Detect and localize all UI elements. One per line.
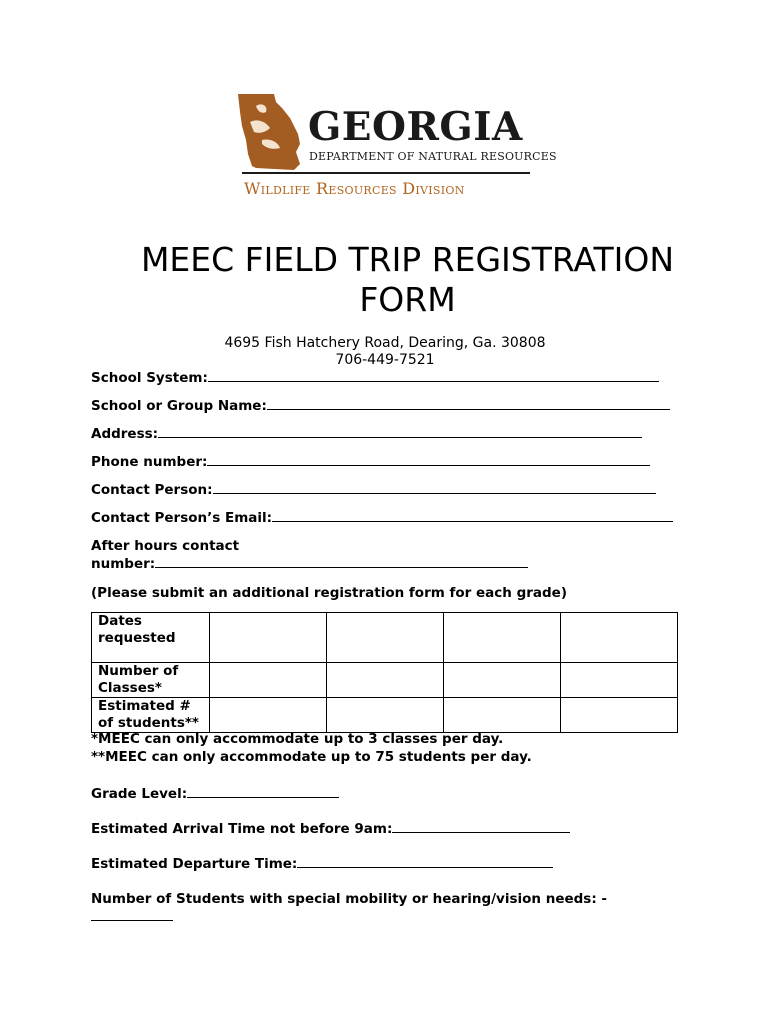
dates-cell-1[interactable]	[210, 613, 327, 663]
departure-field[interactable]	[91, 856, 553, 872]
dnr-logo	[236, 90, 557, 202]
arrival-field[interactable]	[91, 821, 570, 837]
contact-person-field[interactable]	[91, 482, 656, 498]
footnote-classes: *MEEC can only accommodate up to 3 classes per day.	[91, 731, 504, 747]
students-cell-3[interactable]	[444, 698, 561, 733]
grade-level-label: Grade Level:	[91, 786, 188, 802]
special-needs-field	[91, 891, 607, 907]
contact-person-label: Contact Person:	[91, 482, 213, 498]
arrival-line[interactable]	[392, 821, 570, 833]
logo-org-name: GEORGIA	[308, 104, 523, 150]
after-hours-label-2: number:	[91, 556, 156, 572]
contact-email-label: Contact Person’s Email:	[91, 510, 273, 526]
address-field[interactable]	[91, 426, 642, 442]
special-needs-label: Number of Students with special mobility or hearing/vision needs: -	[91, 891, 608, 907]
arrival-label: Estimated Arrival Time not before 9am:	[91, 821, 393, 837]
row-label-dates: Dates requested	[92, 613, 210, 663]
after-hours-label-1: After hours contact	[91, 538, 240, 554]
students-cell-1[interactable]	[210, 698, 327, 733]
address-block	[0, 335, 770, 369]
center-phone: 706-449-7521	[335, 352, 435, 368]
phone-field[interactable]	[91, 454, 650, 470]
classes-cell-2[interactable]	[327, 663, 444, 698]
students-cell-2[interactable]	[327, 698, 444, 733]
georgia-state-icon	[236, 92, 306, 172]
grade-level-field[interactable]	[91, 786, 339, 802]
special-needs-line-row[interactable]	[91, 909, 173, 925]
dates-cell-2[interactable]	[327, 613, 444, 663]
row-label-students: Estimated # of students**	[92, 698, 210, 733]
dates-cell-3[interactable]	[444, 613, 561, 663]
address-label: Address:	[91, 426, 159, 442]
school-system-line[interactable]	[208, 370, 659, 382]
center-address: 4695 Fish Hatchery Road, Dearing, Ga. 30808	[224, 335, 546, 351]
phone-label: Phone number:	[91, 454, 208, 470]
after-hours-field-2[interactable]	[91, 556, 528, 572]
after-hours-field	[91, 538, 239, 554]
dates-cell-4[interactable]	[561, 613, 678, 663]
departure-label: Estimated Departure Time:	[91, 856, 298, 872]
school-group-field[interactable]	[91, 398, 670, 414]
table-row	[92, 698, 678, 733]
classes-cell-3[interactable]	[444, 663, 561, 698]
departure-line[interactable]	[297, 856, 553, 868]
school-group-label: School or Group Name:	[91, 398, 267, 414]
footnote-students: **MEEC can only accommodate up to 75 students per day.	[91, 749, 532, 765]
logo-division: Wildlife Resources Division	[244, 179, 465, 198]
classes-cell-1[interactable]	[210, 663, 327, 698]
school-system-label: School System:	[91, 370, 208, 386]
special-needs-line[interactable]	[91, 909, 173, 921]
after-hours-line[interactable]	[155, 556, 528, 568]
contact-email-field[interactable]	[91, 510, 673, 526]
phone-line[interactable]	[207, 454, 650, 466]
students-cell-4[interactable]	[561, 698, 678, 733]
table-row	[92, 613, 678, 663]
logo-department: DEPARTMENT OF NATURAL RESOURCES	[309, 150, 557, 163]
school-group-line[interactable]	[267, 398, 670, 410]
contact-person-line[interactable]	[213, 482, 656, 494]
logo-divider	[242, 172, 530, 174]
classes-cell-4[interactable]	[561, 663, 678, 698]
grade-note: (Please submit an additional registration form for each grade)	[91, 585, 568, 601]
school-system-field[interactable]	[91, 370, 659, 386]
form-title: MEEC FIELD TRIP REGISTRATION FORM	[140, 240, 675, 319]
trip-details-table	[91, 612, 678, 733]
address-line[interactable]	[158, 426, 642, 438]
table-row	[92, 663, 678, 698]
row-label-classes: Number of Classes*	[92, 663, 210, 698]
contact-email-line[interactable]	[272, 510, 673, 522]
grade-level-line[interactable]	[187, 786, 339, 798]
